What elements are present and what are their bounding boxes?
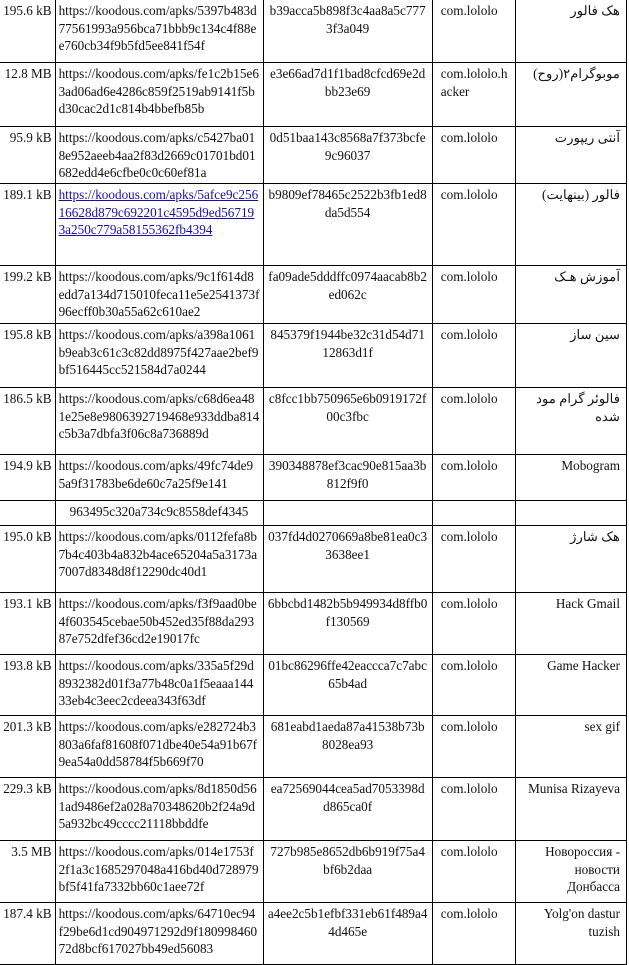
table-row — [0, 455, 627, 501]
file-size-text: 229.3 kB — [3, 781, 52, 796]
app-name-cell — [516, 63, 627, 127]
app-name-cell — [516, 655, 627, 716]
file-size-text: 3.5 MB — [11, 844, 52, 859]
apk-url-text: https://koodous.com/apks/9c1f614d8edd7a134d715010feca11e5e2541373f96ecff0b30a55a62c610ae2 — [58, 269, 260, 319]
app-name-text: Munisa Rizayeva — [528, 781, 620, 796]
table-row — [0, 388, 627, 455]
apk-url-text: https://koodous.com/apks/0112fefa8b7b4c403b4a832b4ace65204a5a3173a7007d8348d8f12290dc40d1 — [58, 529, 258, 579]
app-name-cell — [516, 593, 627, 655]
apk-url-text: https://koodous.com/apks/335a5f29d8932382d01f3a77b48c0a1f5eaaa14433eb4c3eec2cdeea343f63df — [58, 658, 254, 708]
table-row — [0, 0, 627, 63]
file-size-text: 194.9 kB — [3, 458, 52, 473]
apk-url-text: https://koodous.com/apks/c68d6ea481e25e8e9806392719468e933ddba814c5b3a7dbfa3f06c8a736889d — [58, 391, 260, 441]
md5-hash-text: e3e66ad7d1f1bad8cfcd69e2dbb23e69 — [270, 66, 426, 99]
apk-url-cell — [55, 63, 263, 127]
apk-url-text: https://koodous.com/apks/014e1753f2f1a3c1685297048a416bd40d728979bf5f41fa7332bb60c1aee72f — [58, 844, 259, 894]
file-size-text: 193.8 kB — [3, 658, 52, 673]
apk-url-text: https://koodous.com/apks/e282724b3803a6faf81608f071dbe40e54a91b67f9ea54a0dd58784f5b669f70 — [58, 719, 258, 769]
package-name-text: com.lololo — [440, 269, 498, 284]
table-row — [0, 501, 627, 526]
apk-url-text: https://koodous.com/apks/5397b483d77561993a956bca71bbb9c134c4f88ee760cb34f9b5fd5ee841f54f — [58, 3, 257, 53]
file-size-cell — [0, 388, 55, 455]
file-size-text: 199.2 kB — [3, 269, 52, 284]
file-size-text: 95.9 kB — [9, 130, 52, 145]
md5-hash-cell — [263, 127, 432, 184]
md5-hash-cell — [263, 716, 432, 778]
app-name-cell — [516, 127, 627, 184]
file-size-cell — [0, 903, 55, 965]
package-name-cell — [432, 63, 515, 127]
file-size-text: 189.1 kB — [3, 187, 52, 202]
md5-hash-cell — [263, 266, 432, 324]
md5-hash-cell — [263, 455, 432, 501]
file-size-text: 186.5 kB — [3, 391, 52, 406]
apk-url-text: https://koodous.com/apks/8d1850d561ad9486ef2a028a70348620b2f24a9d5a932bc49cccc21118bbddfe — [58, 781, 257, 831]
package-name-cell — [432, 841, 515, 903]
package-name-text: com.lololo — [440, 906, 498, 921]
md5-hash-cell — [263, 841, 432, 903]
app-name-text: Game Hacker — [547, 658, 620, 673]
apk-url-cell — [55, 127, 263, 184]
apk-url-cell — [55, 593, 263, 655]
app-name-text: آنتی ریپورت — [554, 130, 620, 145]
md5-hash-cell — [263, 0, 432, 63]
file-size-cell — [0, 501, 55, 526]
app-name-cell — [516, 184, 627, 266]
md5-hash-cell — [263, 388, 432, 455]
package-name-text: com.lololo — [440, 658, 498, 673]
md5-hash-text: b9809ef78465c2522b3fb1ed8da5d554 — [268, 187, 427, 220]
md5-hash-text: c8fcc1bb750965e6b0919172f00c3fbc — [268, 391, 427, 424]
package-name-cell — [432, 324, 515, 388]
md5-hash-cell — [263, 903, 432, 965]
app-name-cell — [516, 324, 627, 388]
package-name-cell — [432, 388, 515, 455]
table-row — [0, 127, 627, 184]
file-size-cell — [0, 324, 55, 388]
md5-hash-cell — [263, 655, 432, 716]
file-size-text: 195.8 kB — [3, 327, 52, 342]
md5-hash-text: 845379f1944be32c31d54d7112863d1f — [270, 327, 425, 360]
file-size-cell — [0, 63, 55, 127]
apk-url-text: 963495c320a734c9c8558def4345 — [69, 504, 249, 519]
file-size-cell — [0, 0, 55, 63]
app-name-text: سین ساز — [570, 327, 620, 342]
package-name-cell — [432, 501, 515, 526]
package-name-text: com.lololo — [440, 844, 498, 859]
package-name-text: com.lololo — [440, 130, 498, 145]
apk-url-cell — [55, 778, 263, 841]
app-name-text: Yolg'on dastur tuzish — [543, 906, 620, 939]
app-name-cell — [516, 455, 627, 501]
file-size-text: 187.4 kB — [3, 906, 52, 921]
apk-url-text: https://koodous.com/apks/49fc74de95a9f31783be6de60c7a25f9e141 — [58, 458, 254, 491]
app-name-text: موبوگرام۲(روح) — [533, 66, 620, 81]
table-row — [0, 593, 627, 655]
table-row — [0, 778, 627, 841]
md5-hash-cell — [263, 184, 432, 266]
table-row — [0, 63, 627, 127]
apk-url-cell — [55, 903, 263, 965]
app-name-text: فالوئر گرام مود شده — [536, 391, 620, 424]
file-size-text: 193.1 kB — [3, 596, 52, 611]
apk-url-text: https://koodous.com/apks/64710ec94f29be6d1cd904971292d9f18099846072d8bcf617027bb49ed56083 — [58, 906, 258, 956]
package-name-cell — [432, 127, 515, 184]
apk-url-cell[interactable] — [55, 184, 263, 266]
package-name-text: com.lololo — [440, 596, 498, 611]
file-size-cell — [0, 455, 55, 501]
package-name-cell — [432, 0, 515, 63]
app-name-text: Новороссия - новости Донбасса — [545, 844, 620, 894]
app-name-cell — [516, 903, 627, 965]
app-name-text: هک شارژ — [570, 529, 620, 544]
package-name-text: com.lololo — [440, 391, 498, 406]
apk-url-cell — [55, 0, 263, 63]
app-name-text: آموزش هـک — [554, 269, 620, 284]
table-row — [0, 184, 627, 266]
app-name-cell — [516, 526, 627, 593]
md5-hash-cell — [263, 324, 432, 388]
apk-url-cell — [55, 388, 263, 455]
file-size-cell — [0, 127, 55, 184]
app-name-text: هک فالور — [570, 3, 620, 18]
apk-url-cell — [55, 324, 263, 388]
package-name-text: com.lololo — [440, 327, 498, 342]
app-name-cell — [516, 0, 627, 63]
md5-hash-cell — [263, 778, 432, 841]
package-name-text: com.lololo — [440, 719, 498, 734]
package-name-cell — [432, 903, 515, 965]
file-size-text: 12.8 MB — [4, 66, 52, 81]
md5-hash-text: 0d51baa143c8568a7f373bcfe9c96037 — [269, 130, 426, 163]
package-name-text: com.lololo — [440, 187, 498, 202]
table-row — [0, 655, 627, 716]
file-size-cell — [0, 526, 55, 593]
md5-hash-text: fa09ade5dddffc0974aacab8b2ed062c — [268, 269, 427, 302]
apk-url-cell — [55, 655, 263, 716]
package-name-text: com.lololo — [440, 781, 498, 796]
md5-hash-text: b39acca5b898f3c4aa8a5c7773f3a049 — [269, 3, 426, 36]
file-size-cell — [0, 266, 55, 324]
file-size-cell — [0, 593, 55, 655]
app-name-text: فالور (بینهایت) — [542, 187, 620, 202]
file-size-cell — [0, 841, 55, 903]
apk-url-text: https://koodous.com/apks/c5427ba018e952aeeb4aa2f83d2669c01701bd01682edd4e6cfbe0c0c60ef81a — [58, 130, 256, 180]
apk-url-cell — [55, 501, 263, 526]
table-row — [0, 903, 627, 965]
md5-hash-text: 727b985e8652db6b919f75a4bf6b2daa — [270, 844, 425, 877]
md5-hash-cell — [263, 593, 432, 655]
file-size-text: 195.6 kB — [3, 3, 52, 18]
file-size-cell — [0, 716, 55, 778]
app-name-cell — [516, 778, 627, 841]
app-name-cell — [516, 388, 627, 455]
md5-hash-text: ea72569044cea5ad7053398dd865ca0f — [270, 781, 425, 814]
file-size-text: 201.3 kB — [3, 719, 52, 734]
package-name-text: com.lololo — [440, 458, 498, 473]
package-name-text: com.lololo — [440, 3, 498, 18]
apk-url-text: https://koodous.com/apks/fe1c2b15e63ad06ad6e4286c859f2519ab9141f5bd30cac2d1c814b4bbefb85b — [58, 66, 259, 116]
package-name-cell — [432, 593, 515, 655]
md5-hash-cell — [263, 501, 432, 526]
package-name-text: com.lololo.hacker — [440, 66, 508, 99]
apk-url-cell — [55, 455, 263, 501]
app-name-cell — [516, 501, 627, 526]
app-name-cell — [516, 716, 627, 778]
file-size-cell — [0, 778, 55, 841]
package-name-cell — [432, 266, 515, 324]
md5-hash-cell — [263, 526, 432, 593]
file-size-cell — [0, 184, 55, 266]
apk-url-text: https://koodous.com/apks/f3f9aad0be4f603545cebae50b452ed35f88da29387e752dfef36cd2e19017fc — [58, 596, 257, 646]
md5-hash-text: 390348878ef3cac90e815aa3b812f9f0 — [268, 458, 427, 491]
file-size-cell — [0, 655, 55, 716]
md5-hash-text: 681eabd1aeda87a41538b73b8028ea93 — [270, 719, 425, 752]
app-name-text: sex gif — [584, 719, 620, 734]
apk-url-cell — [55, 526, 263, 593]
md5-hash-text: a4ee2c5b1efbf331eb61f489a44d465e — [267, 906, 428, 939]
md5-hash-text: 01bc86296ffe42eaccca7c7abc65b4ad — [268, 658, 427, 691]
md5-hash-text: 6bbcbd1482b5b949934d8ffb0f130569 — [267, 596, 428, 629]
package-name-cell — [432, 455, 515, 501]
md5-hash-text: 037fd4d0270669a8be81ea0c33638ee1 — [268, 529, 428, 562]
file-size-text: 195.0 kB — [3, 529, 52, 544]
package-name-cell — [432, 778, 515, 841]
table-row — [0, 324, 627, 388]
apk-url-cell — [55, 716, 263, 778]
apk-url-cell — [55, 841, 263, 903]
package-name-cell — [432, 655, 515, 716]
apk-url-text: https://koodous.com/apks/a398a1061b9eab3c61c3c82dd8975f427aae2bef9bf516445cc521584d7a0244 — [58, 327, 259, 377]
table-row — [0, 716, 627, 778]
app-name-text: Hack Gmail — [555, 596, 620, 611]
package-name-cell — [432, 526, 515, 593]
apk-url-text[interactable]: https://koodous.com/apks/5afce9c25616628d879c692201c4595d9ed567193a250c779a58155362fb4394 — [58, 187, 259, 237]
package-name-cell — [432, 184, 515, 266]
md5-hash-cell — [263, 63, 432, 127]
app-name-cell — [516, 266, 627, 324]
app-name-text: Mobogram — [561, 458, 620, 473]
apk-url-cell — [55, 266, 263, 324]
table-row — [0, 526, 627, 593]
table-row — [0, 266, 627, 324]
table-row — [0, 841, 627, 903]
app-name-cell — [516, 841, 627, 903]
package-name-text: com.lololo — [440, 529, 498, 544]
package-name-cell — [432, 716, 515, 778]
